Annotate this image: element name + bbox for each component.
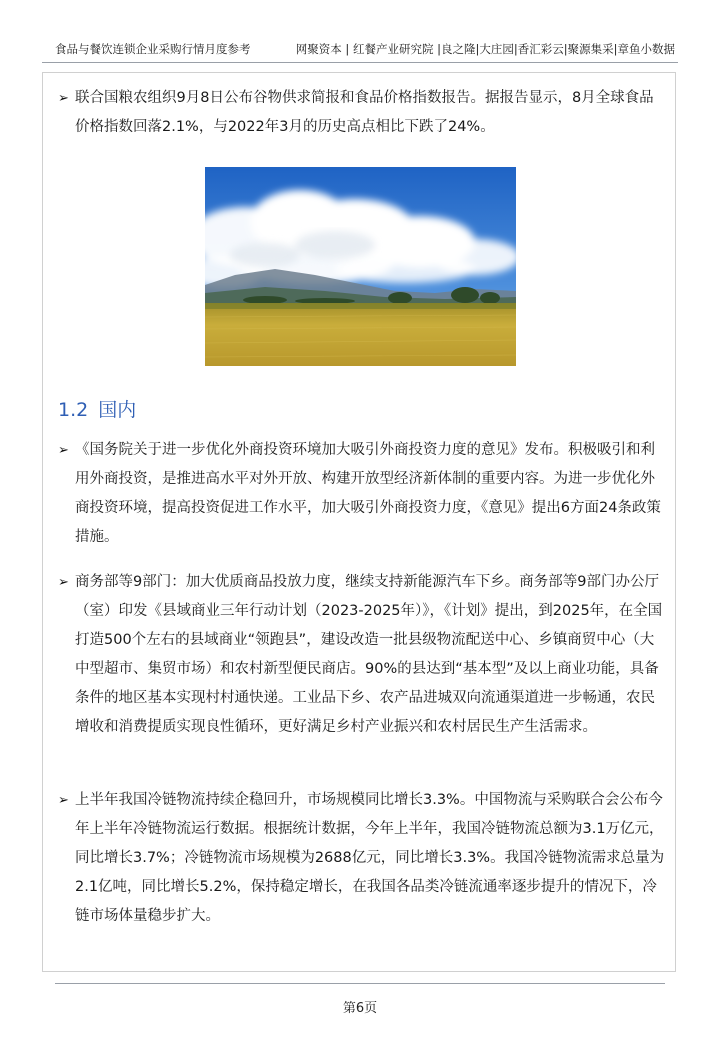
bullet-cold-chain xyxy=(58,786,668,931)
bullet-text: 商务部等9部门：加大优质商品投放力度，继续支持新能源汽车下乡。商务部等9部门办公厅（室）印发《县域商业三年行动计划（2023-2025年）》，《计划》提出，到2025年，在全国打造500个左右的县域商业“领跑县”，建设改造一批县级物流配送中心、乡镇商贸中心（大中型超市、集贸市场）和农村新型便民商店。90%的县达到“基本型”及以上商业功能，具备条件的地区基本实现村村通快递。工业品下乡、农产品进城双向流通渠道进一步畅通，农民增收和消费提质实现良性循环，更好满足乡村产业振兴和农村居民生产生活需求。 xyxy=(75,574,663,735)
bullet-text: 《国务院关于进一步优化外商投资环境加大吸引外商投资力度的意见》发布。积极吸引和利用外商投资，是推进高水平对外开放、构建开放型经济新体制的重要内容。为进一步优化外商投资环境，提高投资促进工作水平，加大吸引外商投资力度，《意见》提出6方面24条政策措施。 xyxy=(75,442,661,545)
page-header xyxy=(55,40,675,58)
section-heading-domestic xyxy=(58,396,136,424)
section-title: 国内 xyxy=(98,399,137,421)
bullet-text: 上半年我国冷链物流持续企稳回升，市场规模同比增长3.3%。中国物流与采购联合会公布今年上半年冷链物流运行数据。根据统计数据，今年上半年，我国冷链物流总额为3.1万亿元，同比增长3.7%；冷链物流市场规模为2688亿元，同比增长3.3%。我国冷链物流需求总量为2.1亿吨，同比增长5.2%，保持稳定增长，在我国各品类冷链流通率逐步提升的情况下，冷链市场体量稳步扩大。 xyxy=(75,792,665,924)
bullet-fao-report xyxy=(58,84,668,142)
bullet-arrow-icon: ➢ xyxy=(58,91,69,106)
page-number: 第6页 xyxy=(342,1001,378,1016)
bullet-county-commerce xyxy=(58,568,668,742)
section-number: 1.2 xyxy=(58,399,89,421)
footer-divider xyxy=(55,983,665,984)
bullet-arrow-icon: ➢ xyxy=(58,443,69,458)
bullet-foreign-investment xyxy=(58,436,668,552)
bullet-text: 联合国粮农组织9月8日公布谷物供求简报和食品价格指数报告。据报告显示，8月全球食品价格指数回落2.1%，与2022年3月的历史高点相比下跌了24%。 xyxy=(75,90,654,135)
header-right-sources: 网聚资本 | 红餐产业研究院 |良之隆|大庄园|香汇彩云|聚源集采|章鱼小数据 xyxy=(295,42,675,56)
header-left-title: 食品与餐饮连锁企业采购行情月度参考 xyxy=(55,42,251,56)
bullet-arrow-icon: ➢ xyxy=(58,575,69,590)
bullet-arrow-icon: ➢ xyxy=(58,793,69,808)
header-divider xyxy=(42,62,678,63)
rice-field-photo xyxy=(205,167,516,366)
